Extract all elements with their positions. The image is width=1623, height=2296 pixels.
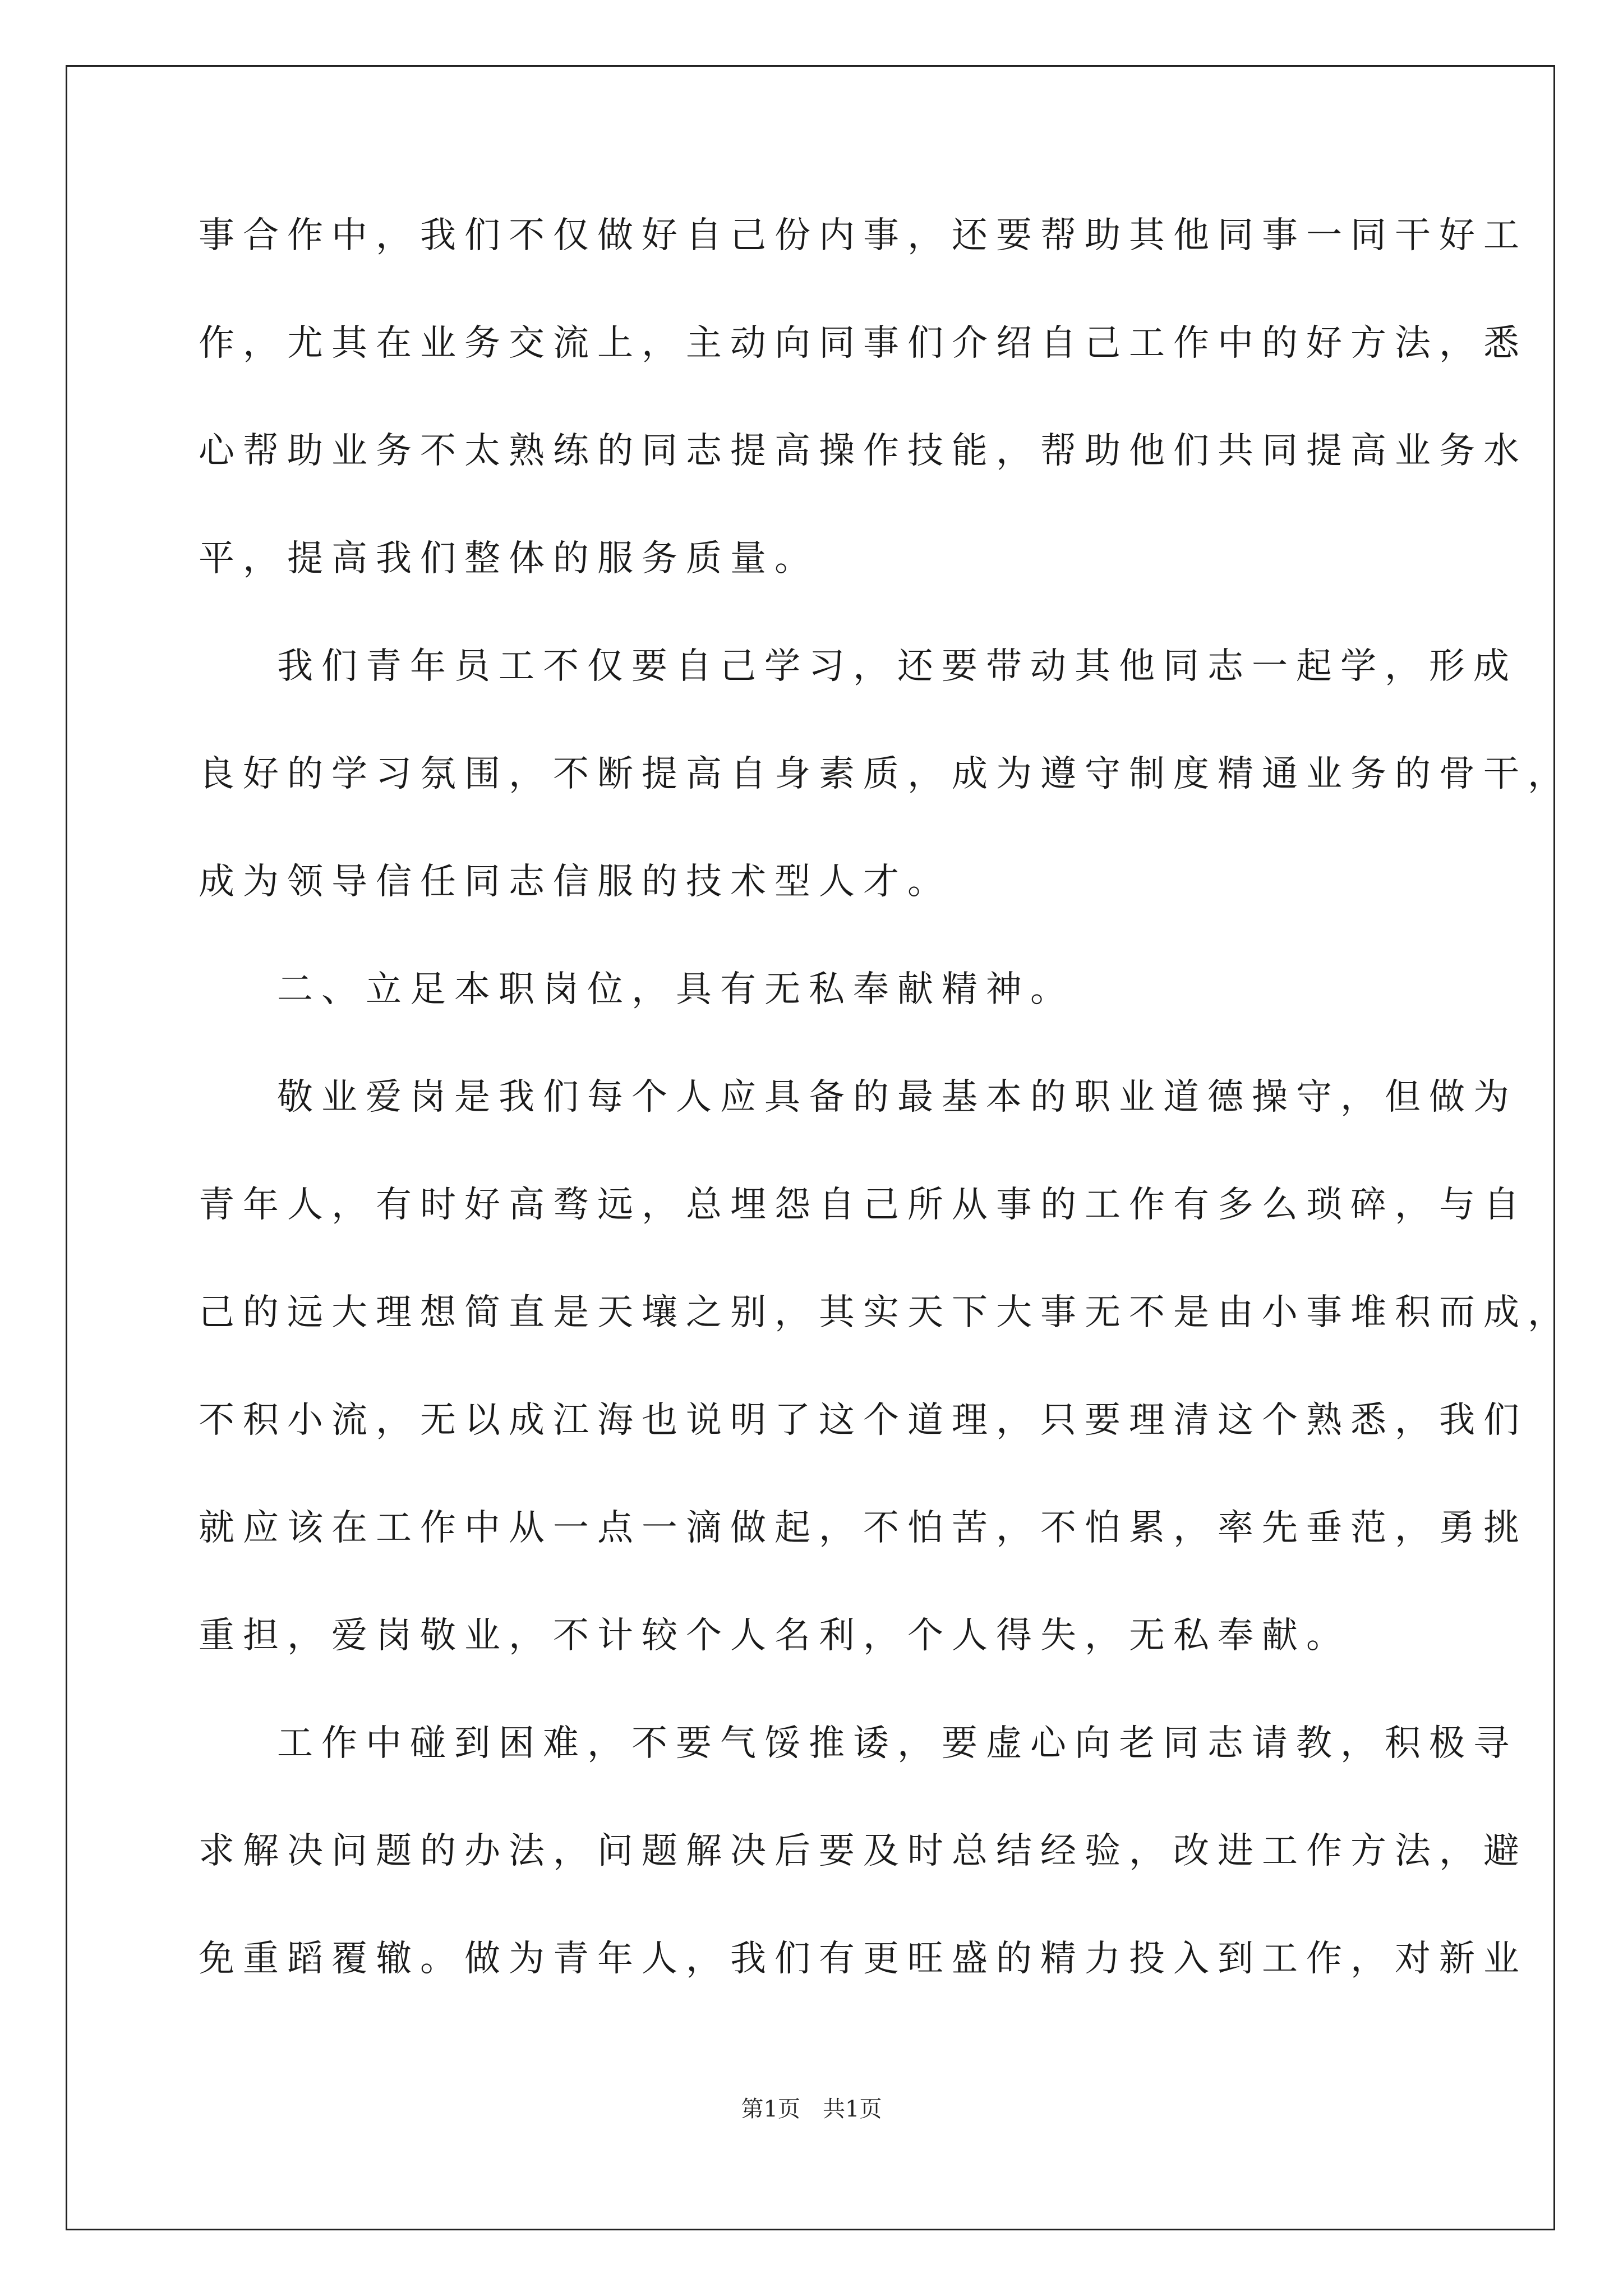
text-line: 心帮助业务不太熟练的同志提高操作技能，帮助他们共同提高业务水	[199, 430, 1528, 472]
text-line: 平，提高我们整体的服务质量。	[199, 538, 819, 579]
text-line: 求解决问题的办法，问题解决后要及时总结经验，改进工作方法，避	[199, 1830, 1528, 1872]
document-body	[199, 215, 1572, 2050]
text-line: 作，尤其在业务交流上，主动向同事们介绍自己工作中的好方法，悉	[199, 323, 1528, 364]
text-line: 敬业爱岗是我们每个人应具备的最基本的职业道德操守，但做为	[277, 1076, 1518, 1118]
text-line: 青年人，有时好高骛远，总埋怨自己所从事的工作有多么琐碎，与自	[199, 1184, 1528, 1226]
text-line: 就应该在工作中从一点一滴做起，不怕苦，不怕累，率先垂范，勇挑	[199, 1507, 1528, 1549]
text-line: 事合作中，我们不仅做好自己份内事，还要帮助其他同事一同干好工	[199, 215, 1528, 256]
page-footer: 第1页 共1页	[741, 2096, 882, 2122]
text-line: 不积小流，无以成江海也说明了这个道理，只要理清这个熟悉，我们	[199, 1400, 1528, 1441]
text-line: 工作中碰到困难，不要气馁推诿，要虚心向老同志请教，积极寻	[277, 1723, 1518, 1764]
text-line: 免重蹈覆辙。做为青年人，我们有更旺盛的精力投入到工作，对新业	[199, 1938, 1528, 1980]
text-line: 良好的学习氛围，不断提高自身素质，成为遵守制度精通业务的骨干，	[199, 753, 1572, 795]
text-line: 二、立足本职岗位，具有无私奉献精神。	[277, 969, 1075, 1010]
text-line: 我们青年员工不仅要自己学习，还要带动其他同志一起学，形成	[277, 646, 1518, 687]
text-line: 成为领导信任同志信服的技术型人才。	[199, 861, 952, 903]
text-line: 己的远大理想简直是天壤之别，其实天下大事无不是由小事堆积而成，	[199, 1292, 1572, 1333]
text-line: 重担，爱岗敬业，不计较个人名利，个人得失，无私奉献。	[199, 1615, 1350, 1657]
